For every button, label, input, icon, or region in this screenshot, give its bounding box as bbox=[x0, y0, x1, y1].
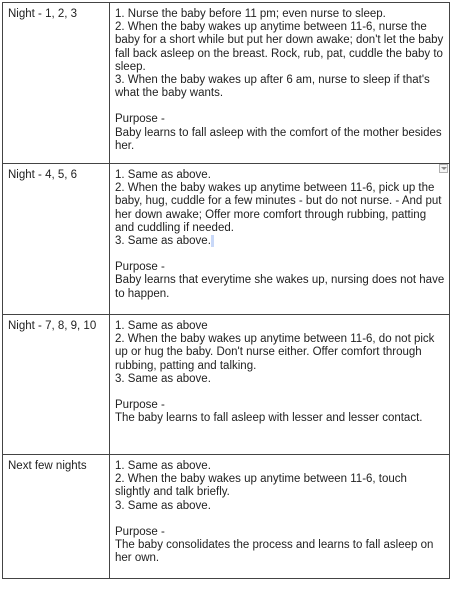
instruction-line: 2. When the baby wakes up anytime between 11-6, do not pick up or hug the baby. Don't nurse either. Offer comfort through rubbing, patting and talking. bbox=[115, 333, 435, 372]
instructions-cell[interactable] bbox=[110, 455, 450, 579]
night-cell[interactable]: Night - 4, 5, 6 bbox=[3, 164, 110, 315]
instruction-text: 3. Same as above. bbox=[115, 235, 211, 248]
instructions-cell[interactable] bbox=[110, 315, 450, 455]
table-row bbox=[3, 455, 450, 579]
instruction-line bbox=[115, 235, 445, 248]
purpose-text: The baby consolidates the process and learns to fall asleep on her own. bbox=[115, 539, 434, 565]
spacer bbox=[115, 386, 445, 399]
spacer bbox=[115, 100, 445, 113]
instruction-line: 1. Same as above. bbox=[115, 460, 211, 472]
instruction-line: 2. When the baby wakes up anytime between 11-6, nurse the baby for a short while but put her down awake; don't let the baby fall back asleep on the breast. Rock, rub, pat, cuddle the baby to sleep. bbox=[115, 21, 444, 73]
spacer bbox=[115, 513, 445, 526]
instructions-cell[interactable] bbox=[110, 164, 450, 315]
table-row bbox=[3, 164, 450, 315]
instruction-line: 3. When the baby wakes up after 6 am, nurse to sleep if that's what the baby wants. bbox=[115, 74, 430, 100]
purpose-text: Baby learns that everytime she wakes up, nursing does not have to happen. bbox=[115, 274, 445, 300]
table-row bbox=[3, 315, 450, 455]
text-cursor-highlight bbox=[211, 235, 214, 247]
purpose-label: Purpose - bbox=[115, 113, 165, 126]
night-cell[interactable]: Night - 1, 2, 3 bbox=[3, 3, 110, 164]
instruction-line: 1. Same as above bbox=[115, 320, 208, 332]
night-cell[interactable]: Night - 7, 8, 9, 10 bbox=[3, 315, 110, 455]
schedule-table bbox=[2, 2, 450, 579]
night-cell[interactable]: Next few nights bbox=[3, 455, 110, 579]
instructions-cell[interactable] bbox=[110, 3, 450, 164]
instruction-line: 3. Same as above. bbox=[115, 499, 211, 512]
spacer bbox=[115, 248, 445, 261]
instruction-line: 1. Same as above. bbox=[115, 169, 211, 181]
instruction-line: 2. When the baby wakes up anytime between 11-6, pick up the baby, hug, cuddle for a few minutes - but do not nurse. - And put her down awake; Offer more comfort through rubbing, patting and cuddling if needed. bbox=[115, 182, 442, 234]
purpose-label: Purpose - bbox=[115, 399, 165, 412]
purpose-label: Purpose - bbox=[115, 261, 165, 274]
purpose-text: The baby learns to fall asleep with lesser and lesser contact. bbox=[115, 412, 423, 425]
dropdown-arrow-icon[interactable] bbox=[439, 164, 448, 173]
purpose-text: Baby learns to fall asleep with the comfort of the mother besides her. bbox=[115, 126, 442, 152]
instruction-line: 1. Nurse the baby before 11 pm; even nurse to sleep. bbox=[115, 8, 386, 20]
purpose-label: Purpose - bbox=[115, 525, 165, 538]
instruction-line: 2. When the baby wakes up anytime between 11-6, touch slightly and talk briefly. bbox=[115, 473, 407, 499]
instruction-line: 3. Same as above. bbox=[115, 372, 211, 385]
table-row bbox=[3, 3, 450, 164]
